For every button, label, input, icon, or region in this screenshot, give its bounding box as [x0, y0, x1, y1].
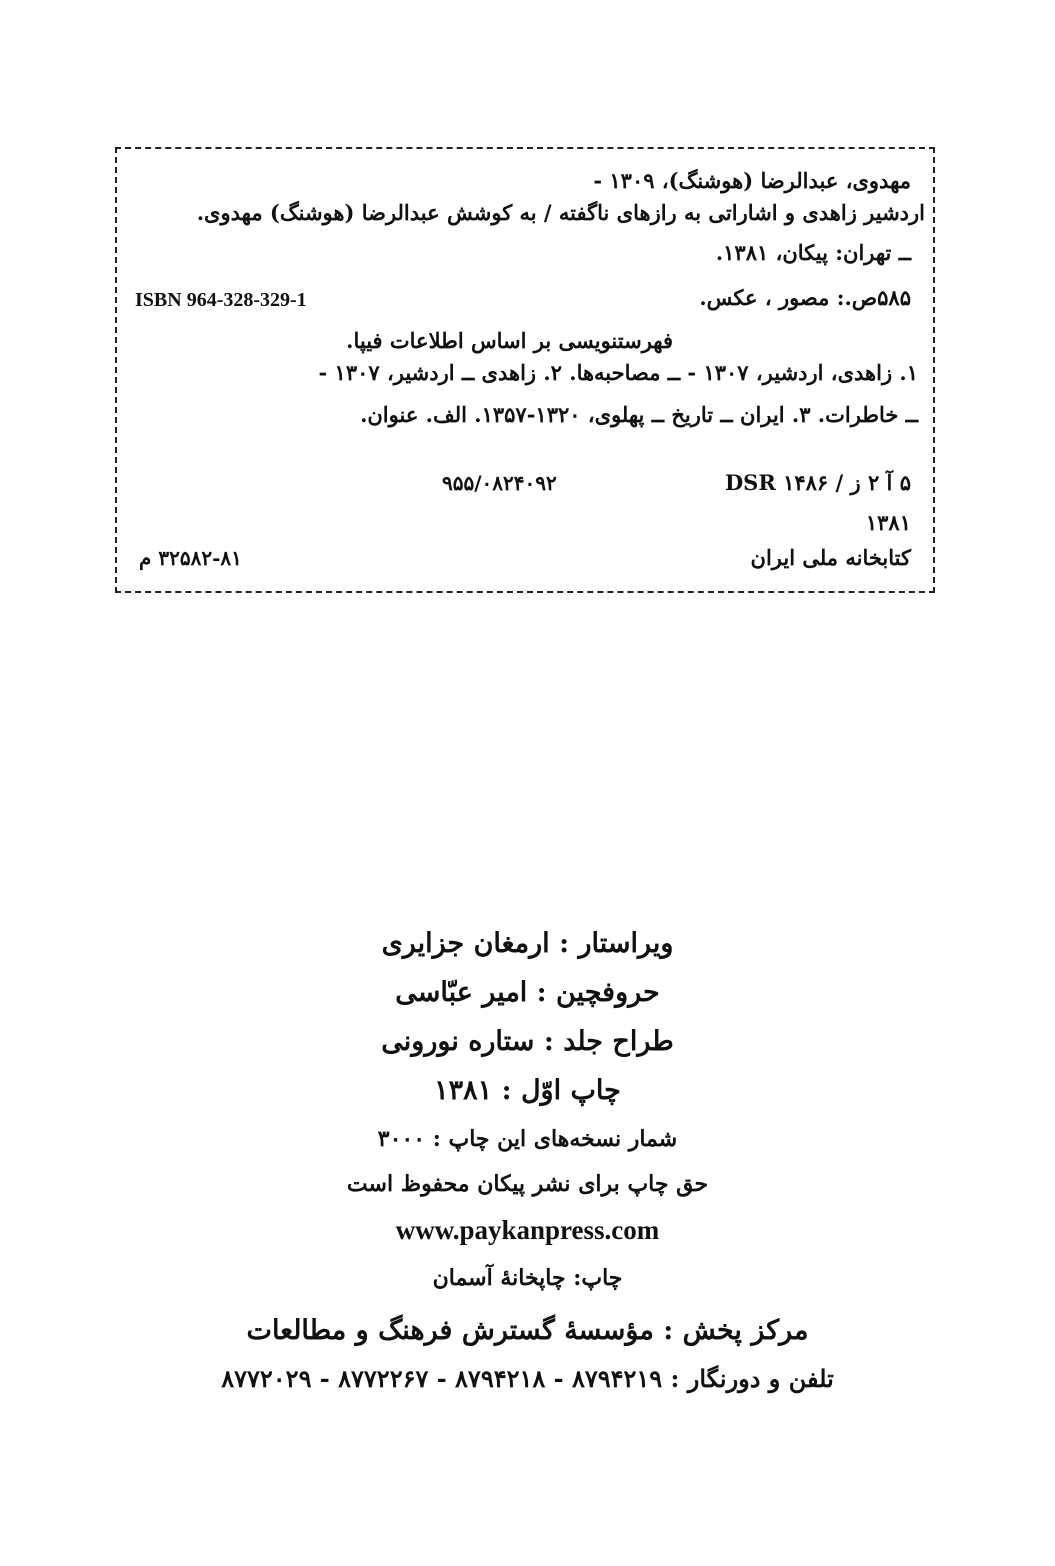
cip-subjects-line-2: ــ خاطرات. ۳. ایران ــ تاریخ ــ پهلوی، ۱۳۲۰-۱۳۵۷. الف. عنوان. [360, 402, 918, 427]
cip-library-name: کتابخانه ملی ایران [750, 545, 911, 570]
credit-cover-designer: طراح جلد : ستاره نورونی [381, 1026, 674, 1057]
cip-year: ۱۳۸۱ [865, 510, 911, 535]
cip-imprint: ــ تهران: پیکان، ۱۳۸۱. [715, 240, 911, 265]
credit-edition: چاپ اوّل : ۱۳۸۱ [434, 1075, 621, 1106]
credit-distribution-center: مرکز پخش : مؤسسهٔ گسترش فرهنگ و مطالعات [246, 1315, 809, 1346]
credit-print-run: شمار نسخه‌های این چاپ : ۳۰۰۰ [377, 1126, 678, 1152]
credit-editor: ویراستار : ارمغان جزایری [381, 928, 674, 959]
cip-author-heading: مهدوی، عبدالرضا (هوشنگ)، ۱۳۰۹ - [593, 168, 911, 193]
cip-note: فهرستنویسی بر اساس اطلاعات فیپا. [346, 328, 673, 353]
credit-printer: چاپ: چاپخانهٔ آسمان [432, 1265, 623, 1291]
cip-lc-classification: ۵ آ ۲ ز / ۱۴۸۶ DSR [724, 470, 911, 495]
contact-phones: تلفن و دورنگار : ۸۷۹۴۲۱۹ - ۸۷۹۴۲۱۸ - ۸۷۷۲۲۶۷ - ۸۷۷۲۰۲۹ [221, 1364, 834, 1393]
credit-typesetter: حروفچین : امیر عبّاسی [395, 977, 660, 1008]
credit-rights: حق چاپ برای نشر پیکان محفوظ است [346, 1171, 709, 1197]
cip-title-line: اردشیر زاهدی و اشاراتی به رازهای ناگفته / به کوشش عبدالرضا (هوشنگ) مهدوی. [196, 200, 925, 225]
cip-isbn: ISBN 964-328-329-1 [135, 289, 307, 311]
publisher-website: www.paykanpress.com [395, 1215, 660, 1245]
cip-record-number: ۳۲۵۸۲-۸۱ م [139, 546, 242, 570]
cataloging-box [115, 147, 935, 593]
cip-subjects-line-1: ۱. زاهدی، اردشیر، ۱۳۰۷ - ــ مصاحبه‌ها. ۲. زاهدی ــ اردشیر، ۱۳۰۷ - [318, 360, 918, 385]
cip-dewey-classification: ۹۵۵/۰۸۲۴۰۹۲ [442, 471, 557, 495]
cip-physical-description: ۵۸۵ص.: مصور ، عکس. [699, 285, 911, 310]
